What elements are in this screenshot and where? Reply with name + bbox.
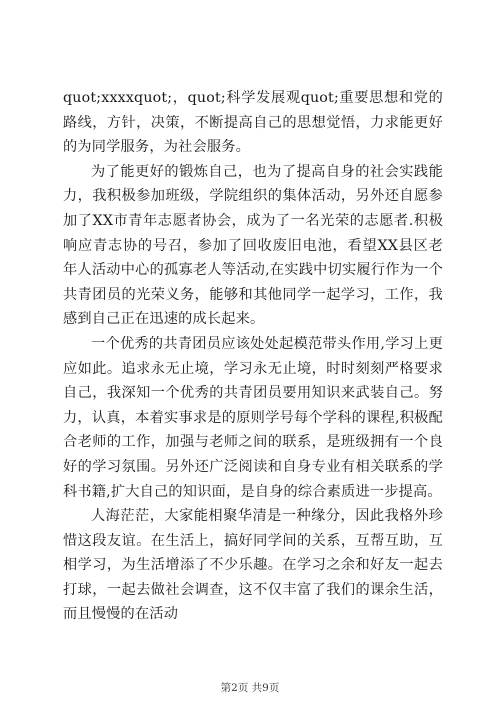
paragraph-3: 一个优秀的共青团员应该处处起模范带头作用,学习上更应如此。追求永无止境，学习永无止境，时时刻刻严格要求自己，我深知一个优秀的共青团员要用知识来武装自己。努力，认真，本着实事求是的原则学号每个学科的课程,积极配合老师的工作，加强与老师之间的联系，是班级拥有一个良好的学习氛围。另外还广泛阅读和自身专业有相关联系的学科书籍,扩大自己的知识面，是自身的综合素质进一步提高。 [63,335,443,500]
paragraph-1: quot;xxxxquot;，quot;科学发展观quot;重要思想和党的路线，方针，决策，不断提高自己的思想觉悟，力求能更好的为同学服务，为社会服务。 [63,90,443,156]
page-footer: 第2页 共9页 [220,682,280,694]
document-body [63,86,443,627]
paragraph-2: 为了能更好的锻炼自己，也为了提高自身的社会实践能力，我积极参加班级，学院组织的集体活动，另外还自愿参加了XX市青年志愿者协会，成为了一名光荣的志愿者.积极响应青志协的号召，参加了回收废旧电池，看望XX县区老年人活动中心的孤寡老人等活动,在实践中切实履行作为一个共青团员的光荣义务，能够和其他同学一起学习，工作，我感到自己正在迅速的成长起来。 [63,163,443,328]
paragraph-4: 人海茫茫，大家能相聚华清是一种缘分，因此我格外珍惜这段友谊。在生活上，搞好同学间的关系，互帮互助，互相学习，为生活增添了不少乐趣。在学习之余和好友一起去打球，一起去做社会调查，这不仅丰富了我们的课余生活，而且慢慢的在活动 [63,508,443,623]
